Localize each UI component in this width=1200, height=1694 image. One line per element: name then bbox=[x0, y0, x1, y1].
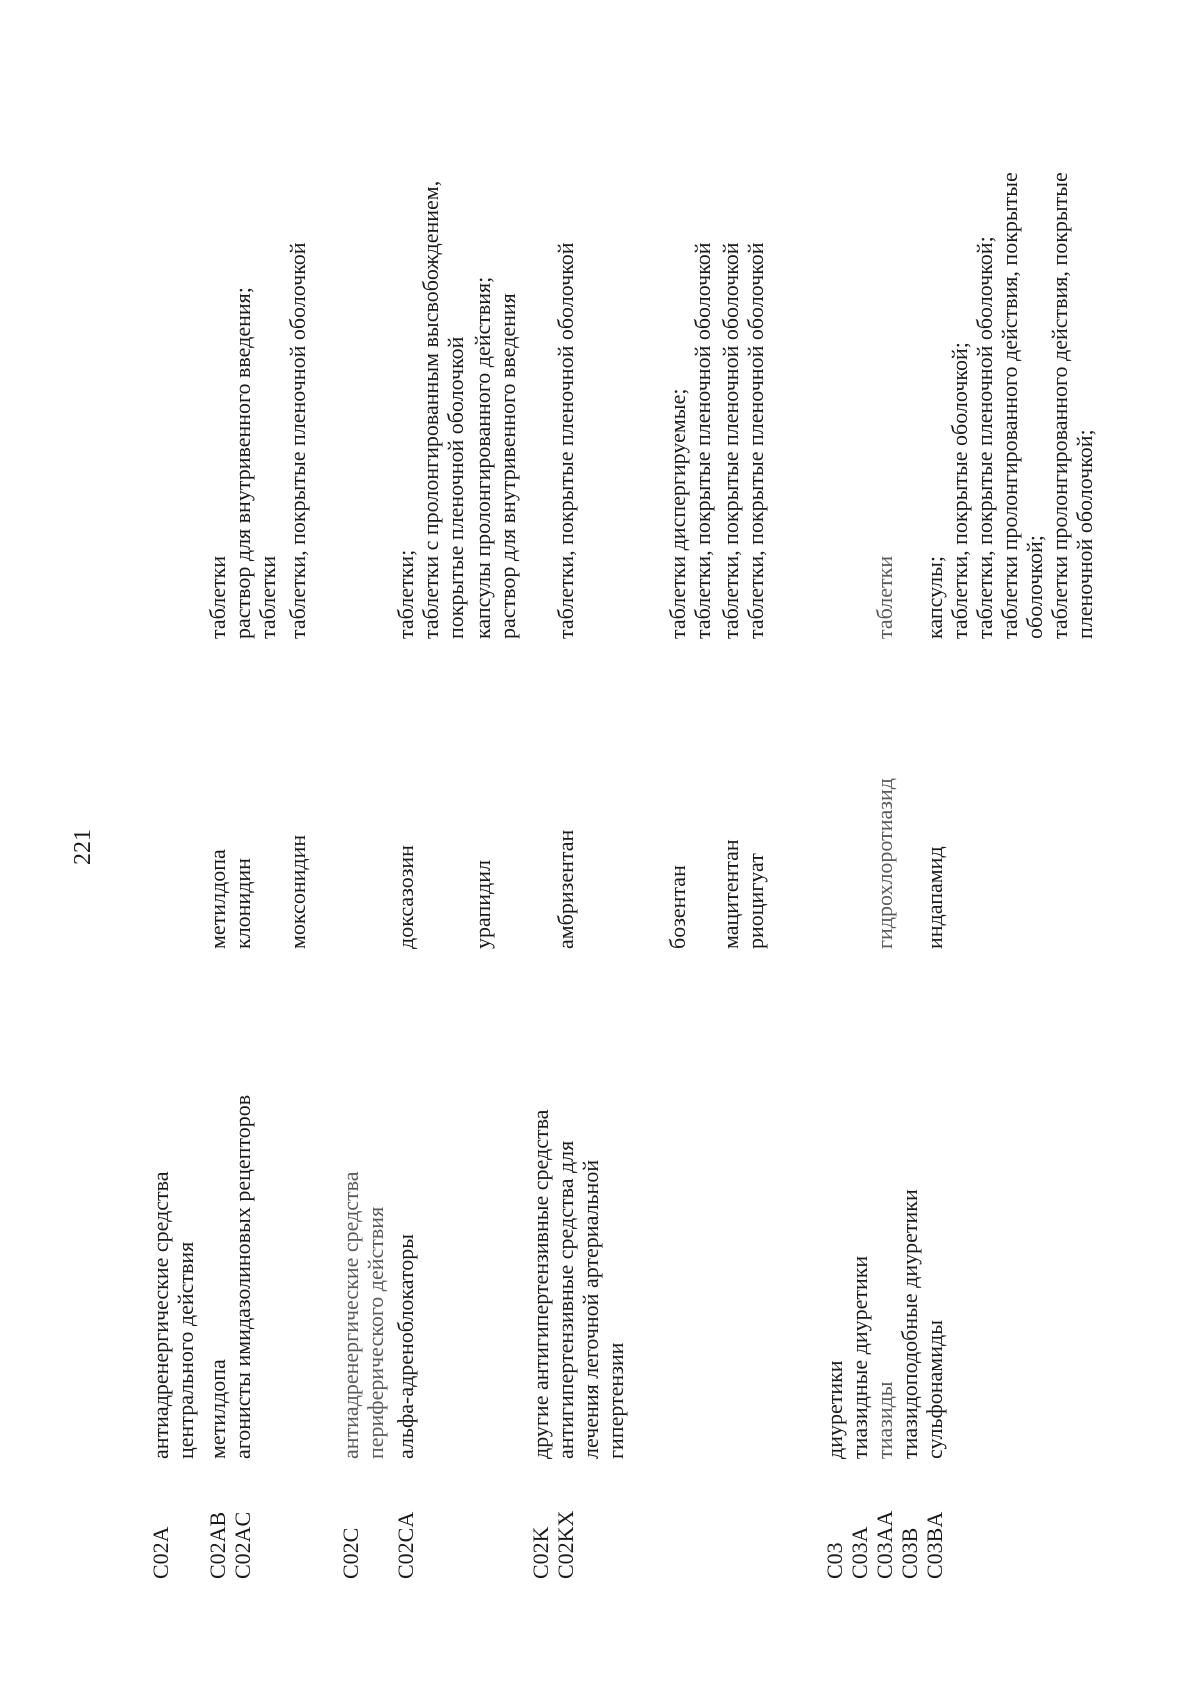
group-line: сульфонамиды bbox=[922, 1320, 947, 1459]
dosage-form-line: капсулы; bbox=[922, 556, 947, 639]
atc-code: C02CA bbox=[393, 1511, 418, 1579]
dosage-forms bbox=[393, 39, 468, 639]
dosage-forms bbox=[205, 39, 230, 639]
atc-code: C03A bbox=[847, 1526, 872, 1579]
dosage-form-line: пленочной оболочкой; bbox=[1072, 429, 1097, 639]
dosage-forms bbox=[553, 39, 578, 639]
page-number: 221 bbox=[70, 829, 96, 865]
group-line: альфа-адреноблокаторы bbox=[393, 1233, 418, 1459]
group-line: тиазиды bbox=[872, 1381, 897, 1459]
dosage-form-line: таблетки bbox=[255, 555, 280, 639]
pharmacological-group bbox=[393, 989, 418, 1459]
pharmacological-group bbox=[230, 989, 255, 1459]
atc-code: C02AC bbox=[230, 1511, 255, 1579]
dosage-forms bbox=[922, 39, 1097, 639]
dosage-form-line: таблетки, покрытые пленочной оболочкой bbox=[718, 242, 743, 639]
pharmacological-group bbox=[847, 989, 872, 1459]
dosage-form-line: таблетки bbox=[205, 555, 230, 639]
group-line: тиазидоподобные диуретики bbox=[897, 1189, 922, 1459]
drug-name: моксонидин bbox=[285, 834, 310, 949]
pharmacological-group bbox=[338, 989, 388, 1459]
dosage-forms bbox=[470, 39, 520, 639]
group-line: тиазидные диуретики bbox=[847, 1255, 872, 1459]
dosage-form-line: таблетки, покрытые пленочной оболочкой bbox=[553, 242, 578, 639]
dosage-form-line: таблетки, покрытые оболочкой; bbox=[947, 342, 972, 639]
group-line: другие антигипертензивные средства bbox=[528, 1109, 553, 1459]
pharmacological-group bbox=[205, 989, 230, 1459]
dosage-form-line: таблетки, покрытые пленочной оболочкой bbox=[743, 242, 768, 639]
atc-code: C02C bbox=[338, 1527, 363, 1579]
drug-name: бозентан bbox=[665, 865, 690, 949]
group-line: центрального действия bbox=[173, 1241, 198, 1459]
atc-code: C02K bbox=[528, 1526, 553, 1579]
dosage-form-line: таблетки, покрытые пленочной оболочкой bbox=[690, 242, 715, 639]
group-line: периферического действия bbox=[363, 1206, 388, 1459]
drug-name: амбризентан bbox=[553, 829, 578, 949]
atc-code: C03BA bbox=[922, 1511, 947, 1579]
drug-name: мацитентан bbox=[718, 839, 743, 949]
dosage-form-line: таблетки пролонгированного действия, покрытые bbox=[997, 172, 1022, 639]
dosage-form-line: покрытые пленочной оболочкой bbox=[443, 336, 468, 639]
dosage-form-line: раствор для внутривенного введения bbox=[495, 293, 520, 639]
drug-name: доксазозин bbox=[393, 845, 418, 949]
drug-name: индапамид bbox=[922, 846, 947, 949]
pharmacological-group bbox=[897, 989, 922, 1459]
atc-code: C03 bbox=[822, 1542, 847, 1579]
atc-code: C03B bbox=[897, 1527, 922, 1579]
dosage-form-line: таблетки; bbox=[393, 549, 418, 639]
dosage-form-line: таблетки диспергируемые; bbox=[665, 388, 690, 639]
pharmacological-group bbox=[872, 989, 897, 1459]
atc-code: C03AA bbox=[872, 1510, 897, 1579]
dosage-form-line: оболочкой; bbox=[1022, 535, 1047, 639]
dosage-forms bbox=[718, 39, 743, 639]
dosage-form-line: капсулы пролонгированного действия; bbox=[470, 276, 495, 639]
group-line: агонисты имидазолиновых рецепторов bbox=[230, 1094, 255, 1459]
dosage-form-line: раствор для внутривенного введения; bbox=[230, 287, 255, 639]
atc-code: C02AB bbox=[205, 1511, 230, 1579]
dosage-forms bbox=[285, 39, 310, 639]
pharmacological-group bbox=[822, 989, 847, 1459]
drug-name: гидрохлоротиазид bbox=[872, 778, 897, 949]
pharmacological-group bbox=[922, 989, 947, 1459]
dosage-forms bbox=[743, 39, 768, 639]
group-line: гипертензии bbox=[603, 1342, 628, 1459]
group-line: антигипертензивные средства для bbox=[553, 1140, 578, 1459]
pharmacological-group bbox=[553, 989, 628, 1459]
pharmacological-group bbox=[528, 989, 553, 1459]
drug-name: урапидил bbox=[470, 860, 495, 949]
atc-code: C02A bbox=[148, 1526, 173, 1579]
dosage-form-line: таблетки пролонгированного действия, покрытые bbox=[1047, 172, 1072, 639]
dosage-forms bbox=[665, 39, 715, 639]
drug-name: клонидин bbox=[230, 858, 255, 949]
dosage-form-line: таблетки, покрытые пленочной оболочкой; bbox=[972, 236, 997, 639]
atc-code: C02KX bbox=[553, 1510, 578, 1579]
group-line: лечения легочной артериальной bbox=[578, 1159, 603, 1459]
drug-name: риоцигуат bbox=[743, 853, 768, 949]
dosage-form-line: таблетки bbox=[872, 555, 897, 639]
drug-name: метилдопа bbox=[205, 849, 230, 949]
dosage-form-line: таблетки, покрытые пленочной оболочкой bbox=[285, 242, 310, 639]
group-line: диуретики bbox=[822, 1360, 847, 1459]
dosage-forms bbox=[872, 39, 897, 639]
dosage-forms bbox=[230, 39, 280, 639]
dosage-form-line: таблетки с пролонгированным высвобождением, bbox=[418, 180, 443, 639]
group-line: антиадренергические средства bbox=[148, 1171, 173, 1459]
group-line: антиадренергические средства bbox=[338, 1171, 363, 1459]
group-line: метилдопа bbox=[205, 1359, 230, 1459]
pharmacological-group bbox=[148, 989, 198, 1459]
